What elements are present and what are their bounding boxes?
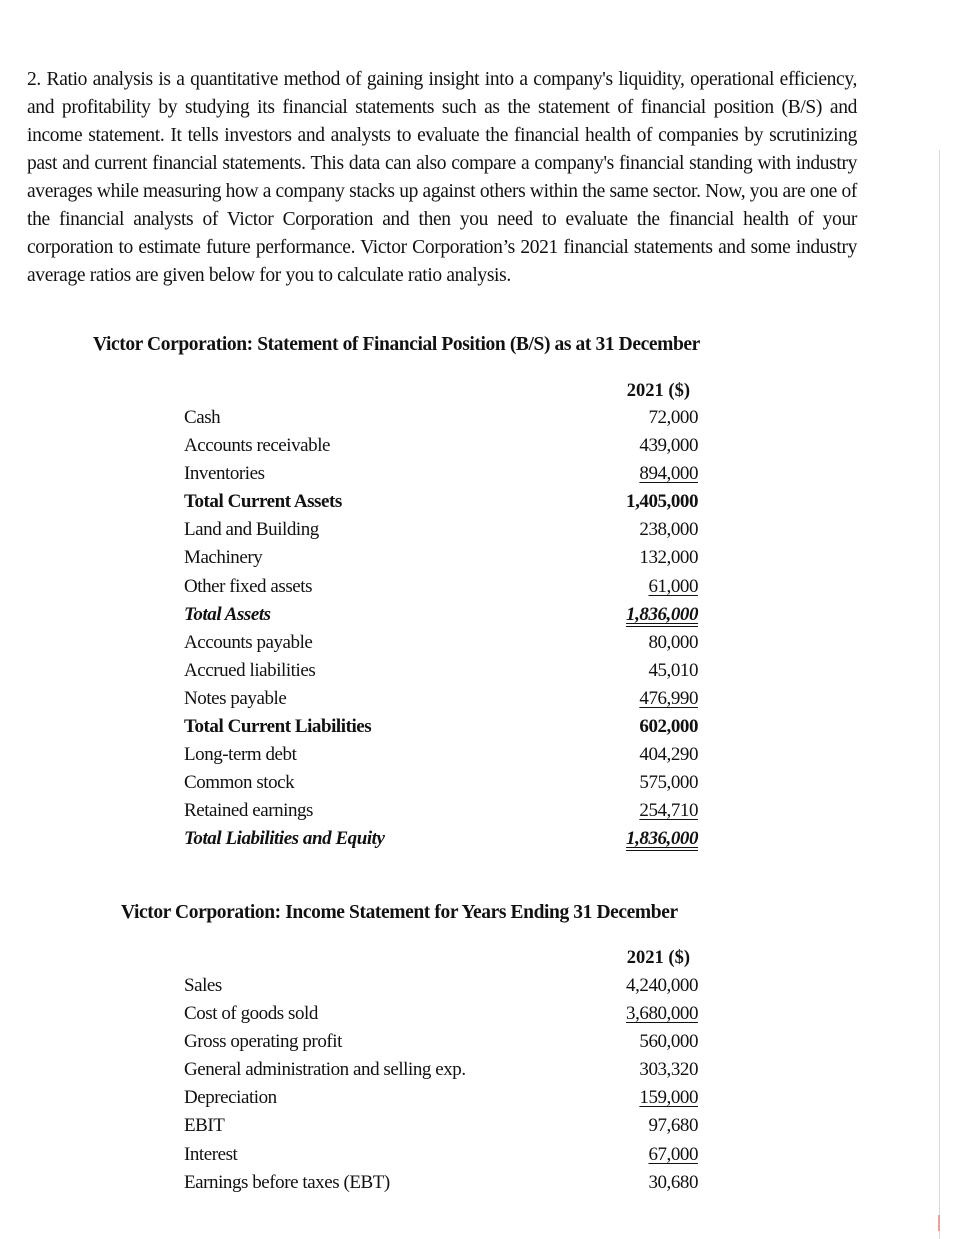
row-value: 560,000 (639, 1031, 698, 1053)
row-value: 3,680,000 (626, 1003, 698, 1025)
page-edge-divider (939, 150, 940, 1239)
row-value: 476,990 (639, 687, 698, 709)
row-value: 30,680 (648, 1171, 698, 1193)
row-value: 602,000 (639, 716, 698, 738)
balance-sheet-table (184, 407, 698, 857)
row-value: 45,010 (648, 659, 698, 681)
row-label: Cash (184, 407, 221, 428)
bs-row-common-stock (184, 772, 698, 800)
row-label: Land and Building (184, 519, 319, 541)
row-label: Accounts payable (184, 631, 313, 653)
is-row-gross-operating-profit (184, 1031, 698, 1059)
row-value: 404,290 (639, 744, 698, 766)
row-label: Earnings before taxes (EBT) (184, 1171, 390, 1193)
row-label: Notes payable (184, 687, 287, 709)
page-edge-marker (938, 1215, 940, 1231)
row-value: 238,000 (639, 519, 698, 541)
bs-row-retained-earnings (184, 800, 698, 828)
bs-row-other-fixed-assets (184, 576, 698, 604)
row-label: Total Current Liabilities (184, 716, 372, 738)
row-label: Machinery (184, 547, 263, 569)
row-label: EBIT (184, 1115, 225, 1137)
row-label: Total Assets (184, 603, 271, 625)
is-row-depreciation (184, 1087, 698, 1115)
bs-row-total-current-assets (184, 491, 698, 519)
row-value: 72,000 (648, 407, 698, 428)
bs-row-total-liabilities-and-equity (184, 828, 698, 856)
bs-row-accrued-liabilities (184, 660, 698, 688)
row-value: 67,000 (648, 1143, 698, 1165)
is-row-general-admin-selling (184, 1059, 698, 1087)
row-label: Gross operating profit (184, 1031, 342, 1053)
is-row-cost-of-goods-sold (184, 1003, 698, 1031)
bs-row-total-assets (184, 604, 698, 632)
row-value: 80,000 (648, 631, 698, 653)
row-value: 132,000 (639, 547, 698, 569)
row-value: 1,405,000 (626, 491, 698, 513)
bs-row-long-term-debt (184, 744, 698, 772)
row-value: 1,836,000 (626, 603, 698, 625)
row-label: General administration and selling exp. (184, 1059, 466, 1081)
bs-row-land-and-building (184, 519, 698, 547)
bs-row-accounts-payable (184, 632, 698, 660)
row-label: Total Current Assets (184, 491, 342, 513)
is-row-sales (184, 975, 698, 1003)
income-statement-table (184, 975, 698, 1200)
row-label: Accounts receivable (184, 435, 331, 457)
row-label: Long-term debt (184, 744, 297, 766)
is-row-ebt (184, 1172, 698, 1200)
bs-row-inventories (184, 463, 698, 491)
income-statement-column-header: 2021 ($) (626, 948, 690, 968)
row-label: Interest (184, 1143, 238, 1165)
income-statement-title: Victor Corporation: Income Statement for Years Ending 31 December (121, 902, 678, 923)
row-label: Cost of goods sold (184, 1003, 318, 1025)
row-label: Inventories (184, 463, 265, 485)
row-value: 61,000 (648, 575, 698, 597)
bs-row-accounts-receivable (184, 435, 698, 463)
row-label: Total Liabilities and Equity (184, 828, 385, 850)
row-label: Sales (184, 975, 222, 996)
row-value: 97,680 (648, 1115, 698, 1137)
row-value: 303,320 (639, 1059, 698, 1081)
row-label: Common stock (184, 772, 295, 794)
row-value: 575,000 (639, 772, 698, 794)
row-value: 894,000 (639, 463, 698, 485)
row-label: Accrued liabilities (184, 659, 316, 681)
balance-sheet-column-header: 2021 ($) (626, 381, 690, 401)
balance-sheet-title: Victor Corporation: Statement of Financial Position (B/S) as at 31 December (93, 334, 700, 355)
is-row-interest (184, 1144, 698, 1172)
bs-row-machinery (184, 547, 698, 575)
row-label: Retained earnings (184, 800, 313, 822)
row-value: 1,836,000 (626, 828, 698, 850)
row-value: 439,000 (639, 435, 698, 457)
row-value: 4,240,000 (626, 975, 698, 996)
bs-row-notes-payable (184, 688, 698, 716)
row-label: Depreciation (184, 1087, 277, 1109)
row-value: 254,710 (639, 800, 698, 822)
question-paragraph: 2. Ratio analysis is a quantitative method of gaining insight into a company's liquidity, operational efficiency, and profitability by studying its financial statements such as the statement of financial position (B/S) and income statement. It tells investors and analysts to evaluate the financial health of companies by scrutinizing past and current financial statements. This data can also compare a company's financial standing with industry averages while measuring how a company stacks up against others within the same sector. Now, you are one of the financial analysts of Victor Corporation and then you need to evaluate the financial health of your corporation to estimate future performance. Victor Corporation’s 2021 financial statements and some industry average ratios are given below for you to calculate ratio analysis. (27, 69, 857, 286)
is-row-ebit (184, 1115, 698, 1143)
bs-row-total-current-liabilities (184, 716, 698, 744)
bs-row-cash (184, 407, 698, 435)
row-value: 159,000 (639, 1087, 698, 1109)
row-label: Other fixed assets (184, 575, 313, 597)
